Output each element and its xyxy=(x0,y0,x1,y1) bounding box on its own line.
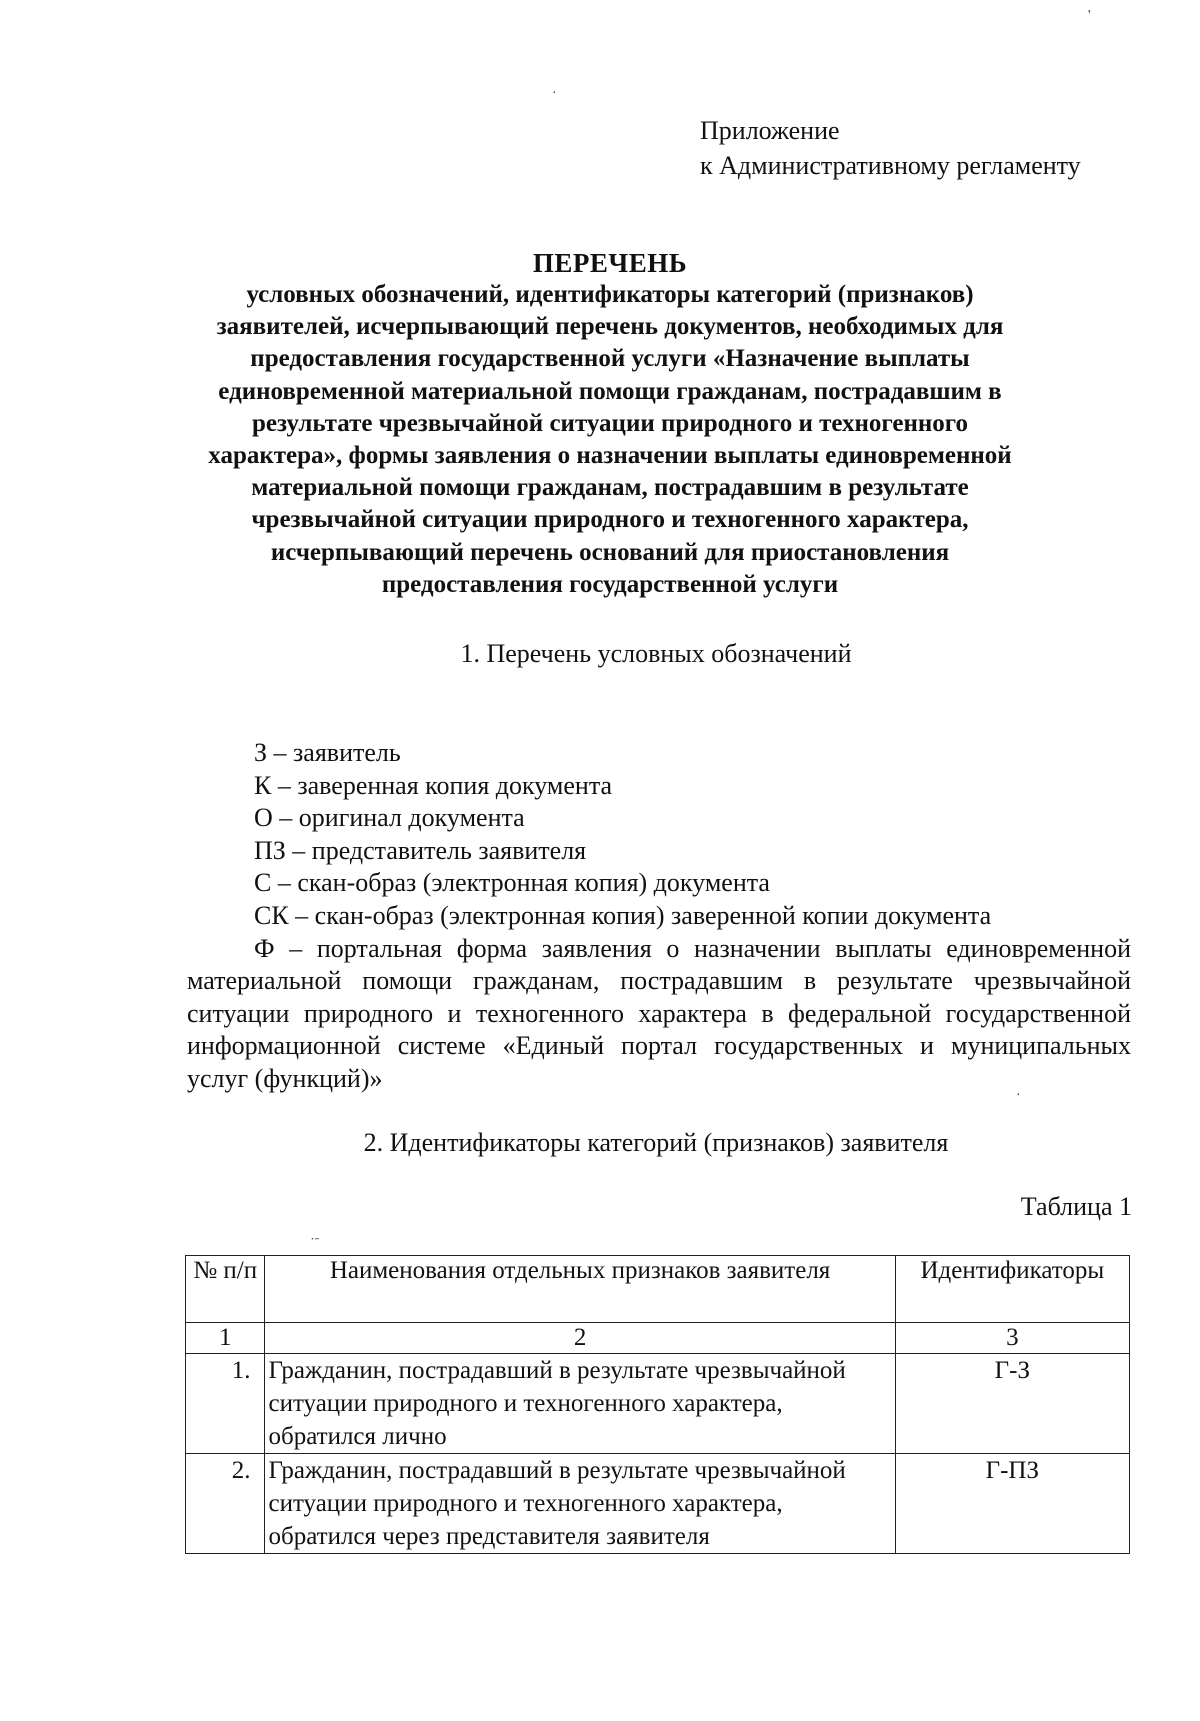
document-title xyxy=(150,247,1070,601)
scan-mark: · xyxy=(1016,1088,1021,1103)
document-subtitle-line: предоставления государственной услуги xyxy=(381,570,839,598)
column-number-cell: 1 xyxy=(186,1323,265,1354)
identifiers-table xyxy=(185,1255,1130,1554)
header-number: № п/п xyxy=(186,1256,265,1323)
table-row xyxy=(186,1354,1130,1454)
legend-item: О – оригинал документа xyxy=(254,803,525,833)
document-subtitle-line: материальной помощи гражданам, пострадавшим в результате xyxy=(251,474,969,502)
document-subtitle-line: исчерпывающий перечень оснований для приостановления xyxy=(270,538,950,566)
column-number-cell: 3 xyxy=(895,1323,1129,1354)
row-name-cell: Гражданин, пострадавший в результате чрезвычайной ситуации природного и техногенного характера, обратился через представителя заявителя xyxy=(265,1454,895,1554)
scan-mark: ' xyxy=(1088,8,1091,23)
legend-list xyxy=(187,737,1131,1096)
legend-paragraph: Ф – портальная форма заявления о назначении выплаты единовременной материальной помощи гражданам, пострадавшим в результате чрезвычайной ситуации природного и техногенного характера в федеральной государственной информационной системе «Единый портал государственных и муниципальных услуг (функций)» xyxy=(187,933,1131,1093)
document-subtitle-line: чрезвычайной ситуации природного и техногенного характера, xyxy=(251,506,969,534)
legend-item: С – скан-образ (электронная копия) документа xyxy=(254,868,770,898)
document-subtitle-line: единовременной материальной помощи гражданам, пострадавшим в xyxy=(218,377,1002,405)
row-number-cell: 2. xyxy=(186,1454,265,1554)
legend-item: ПЗ – представитель заявителя xyxy=(254,835,587,865)
document-heading: ПЕРЕЧЕНЬ xyxy=(532,248,688,278)
table-caption: Таблица 1 xyxy=(1020,1192,1132,1221)
row-name-cell: Гражданин, пострадавший в результате чрезвычайной ситуации природного и техногенного характера, обратился лично xyxy=(265,1354,895,1454)
table-row xyxy=(186,1454,1130,1554)
scan-mark: · xyxy=(552,86,557,101)
appendix-note xyxy=(700,113,1081,183)
legend-item: К – заверенная копия документа xyxy=(254,770,613,800)
table-header-row xyxy=(186,1256,1130,1323)
legend-item: З – заявитель xyxy=(254,738,401,767)
row-identifier-cell: Г-З xyxy=(895,1354,1129,1454)
scan-mark: ˙ˉ xyxy=(310,1236,320,1251)
appendix-line: к Административному регламенту xyxy=(700,151,1081,180)
appendix-line: Приложение xyxy=(700,116,840,145)
section-2-title: 2. Идентификаторы категорий (признаков) заявителя xyxy=(363,1128,949,1157)
row-number-cell: 1. xyxy=(186,1354,265,1454)
legend-item: СК – скан-образ (электронная копия) заверенной копии документа xyxy=(254,900,992,930)
row-identifier-cell: Г-ПЗ xyxy=(895,1454,1129,1554)
document-subtitle-line: результате чрезвычайной ситуации природного и техногенного xyxy=(251,409,969,437)
document-subtitle-line: условных обозначений, идентификаторы категорий (признаков) xyxy=(246,281,974,308)
document-subtitle-line: предоставления государственной услуги «Назначение выплаты xyxy=(250,345,970,373)
header-name: Наименования отдельных признаков заявителя xyxy=(265,1256,895,1323)
header-identifier: Идентификаторы xyxy=(895,1256,1129,1323)
document-subtitle-line: характера», формы заявления о назначении выплаты единовременной xyxy=(208,442,1012,470)
document-subtitle-line: заявителей, исчерпывающий перечень документов, необходимых для xyxy=(216,313,1004,341)
section-1-title: 1. Перечень условных обозначений xyxy=(460,639,852,668)
table-column-numbers-row xyxy=(186,1323,1130,1354)
column-number-cell: 2 xyxy=(265,1323,895,1354)
